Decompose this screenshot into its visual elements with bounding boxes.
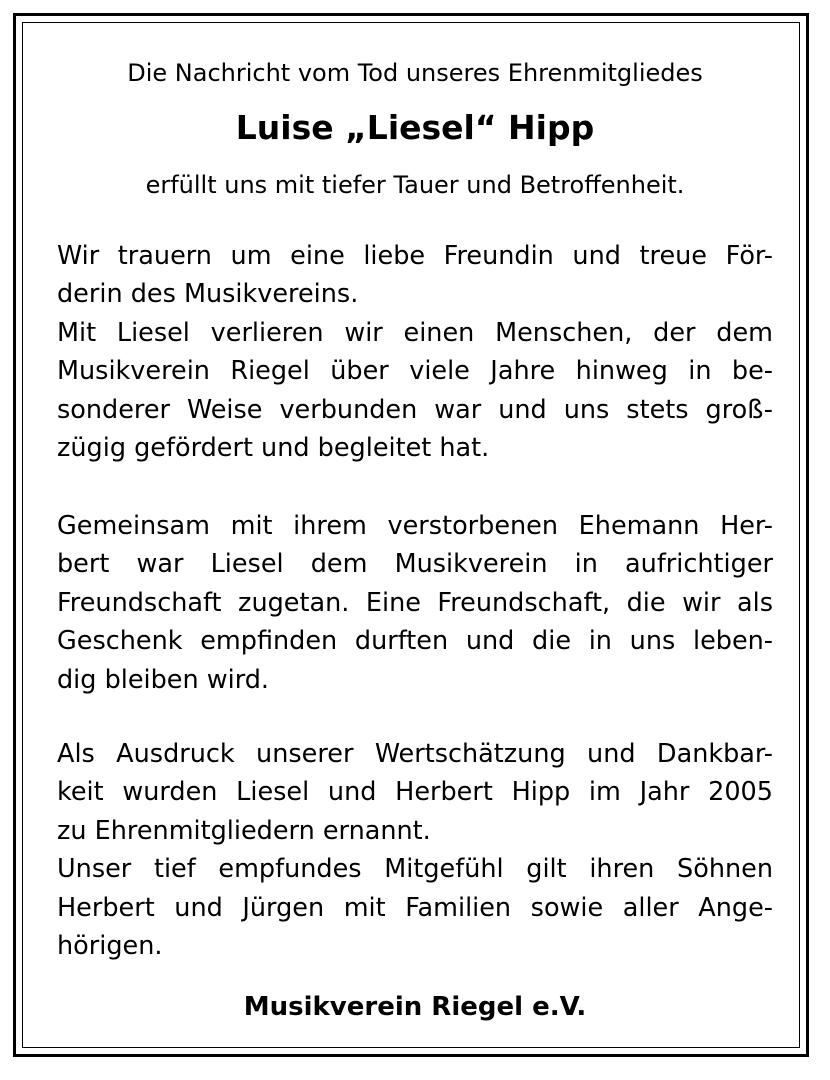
grief-line: erfüllt uns mit tiefer Tauer und Betroffenheit. — [145, 171, 685, 199]
text-line: keit wurden Liesel und Herbert Hipp im Jahr 2005 — [57, 777, 773, 808]
intro-line: Die Nachricht vom Tod unseres Ehrenmitgliedes — [127, 59, 703, 87]
text-line: Als Ausdruck unserer Wertschätzung und Dankbar- — [57, 739, 773, 769]
text-line: Freundschaft zugetan. Eine Freundschaft, die wir als — [57, 587, 773, 618]
text-line: sonderer Weise verbunden war und uns stets groß- — [57, 394, 773, 425]
text-line: derin des Musikvereins. — [57, 279, 359, 310]
text-line: Gemeinsam mit ihrem verstorbenen Ehemann Her- — [57, 511, 773, 541]
text-line: Geschenk empfinden durften und die in uns leben- — [57, 626, 773, 657]
text-line: Unser tief empfundes Mitgefühl gilt ihren Söhnen — [57, 854, 773, 885]
text-line: bert war Liesel dem Musikverein in aufrichtiger — [57, 549, 773, 580]
paragraph-honorary — [57, 735, 773, 965]
text-line: dig bleiben wird. — [57, 664, 270, 695]
text-line: zügig gefördert und begleitet hat. — [57, 433, 490, 464]
text-line: zu Ehrenmitgliedern ernannt. — [57, 815, 431, 846]
deceased-name: Luise „Liesel“ Hipp — [235, 108, 595, 147]
text-line: Mit Liesel verlieren wir einen Menschen, der dem — [57, 317, 773, 348]
signature: Musikverein Riegel e.V. — [243, 992, 587, 1022]
text-line: Wir trauern um eine liebe Freundin und treue För- — [57, 241, 773, 271]
paragraph-friendship — [57, 507, 773, 699]
text-line: Musikverein Riegel über viele Jahre hinweg in be- — [57, 356, 773, 387]
text-line: Herbert und Jürgen mit Familien sowie aller Ange- — [57, 892, 773, 923]
paragraph-tribute — [57, 237, 773, 467]
text-line: hörigen. — [57, 931, 163, 962]
